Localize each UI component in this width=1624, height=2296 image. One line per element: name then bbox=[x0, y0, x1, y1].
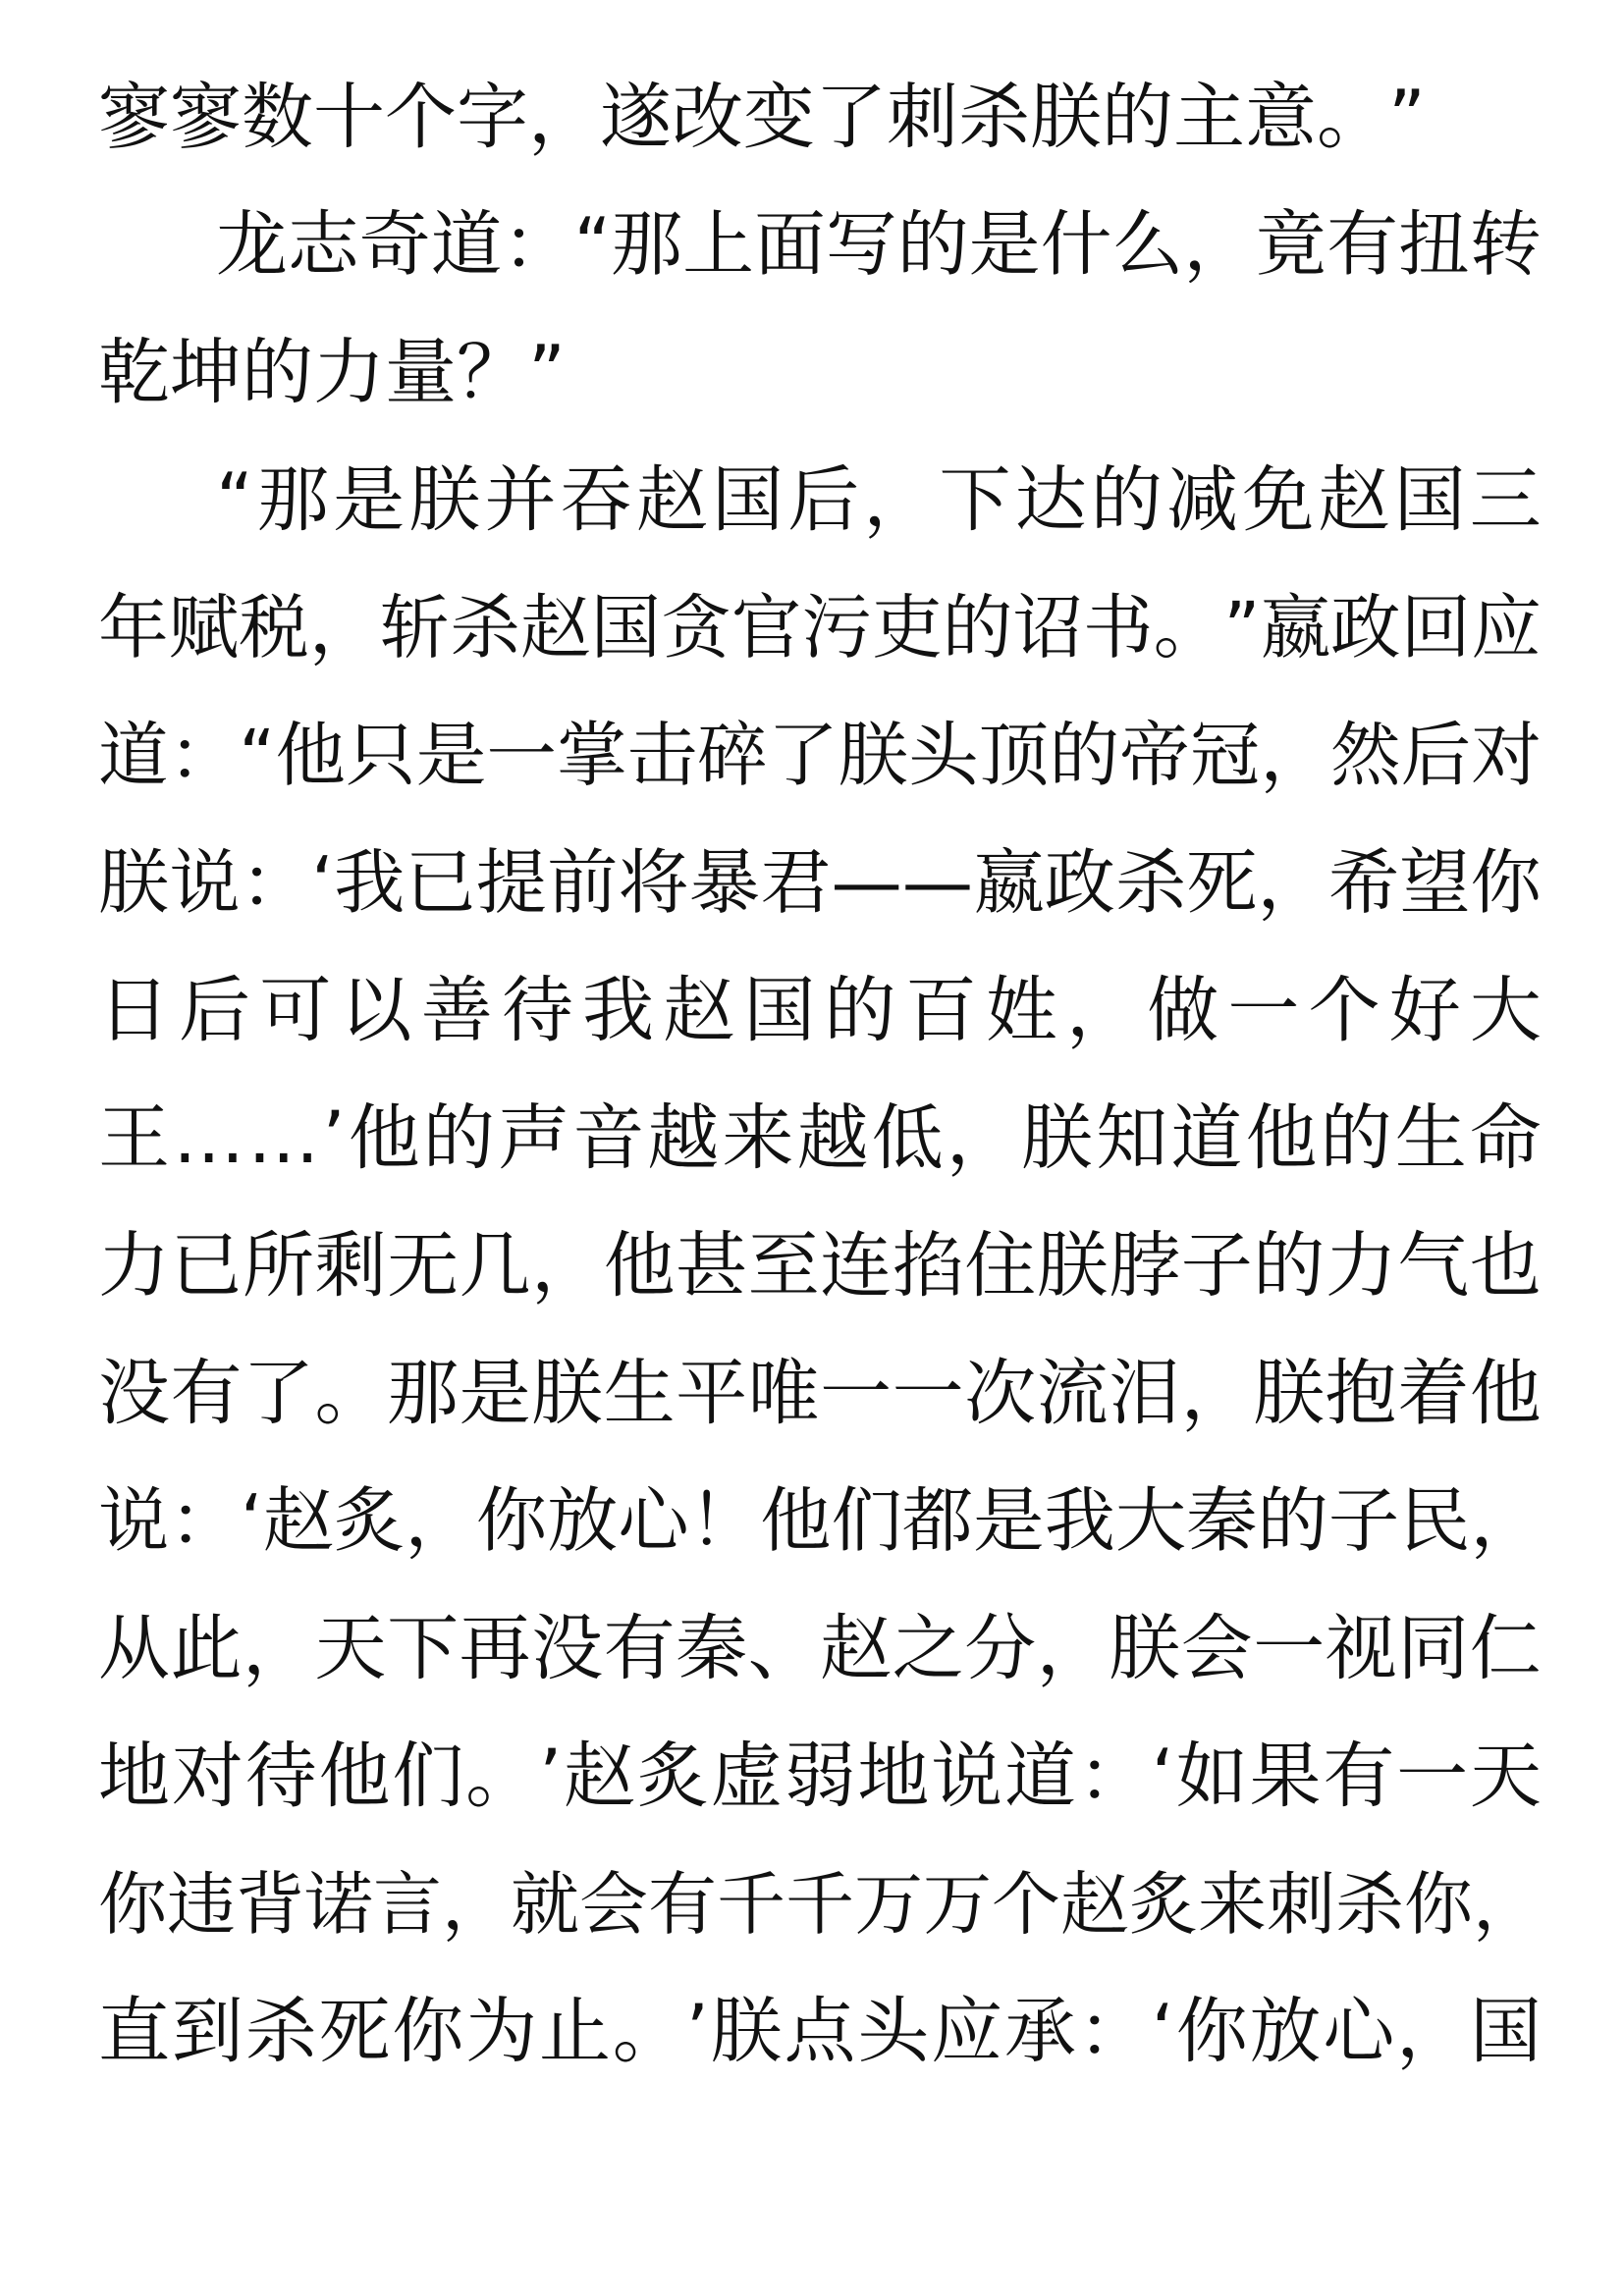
text-line-12: 说：‘赵炙，你放心！他们都是我大秦的子民， bbox=[98, 1480, 1542, 1563]
text-line-1: 寥寥数十个字，遂改变了刺杀朕的主意。” bbox=[98, 76, 1426, 159]
text-line-15: 你违背诺言，就会有千千万万个赵炙来刺杀你， bbox=[98, 1864, 1542, 1945]
text-line-7: 朕说：‘我已提前将暴君——嬴政杀死，希望你 bbox=[98, 842, 1542, 925]
text-line-3: 乾坤的力量？” bbox=[98, 331, 566, 414]
text-line-8: 日 后 可 以 善 待 我 赵 国 的 百 姓 ， 做 一 个 好 大 bbox=[98, 969, 1542, 1052]
text-line-16: 直到杀死你为止。’朕点头应承：‘你放心，国 bbox=[98, 1990, 1542, 2073]
text-line-13: 从此，天下再没有秦、赵之分，朕会一视同仁 bbox=[98, 1607, 1542, 1690]
text-line-9: 王……’他的声音越来越低，朕知道他的生命 bbox=[98, 1096, 1542, 1180]
text-line-2: 龙志奇道：“那上面写的是什么，竟有扭转 bbox=[216, 203, 1542, 287]
text-line-5: 年赋税，斩杀赵国贪官污吏的诏书。”嬴政回应 bbox=[98, 587, 1542, 668]
text-line-6: 道：“他只是一掌击碎了朕头顶的帝冠，然后对 bbox=[98, 715, 1542, 796]
text-line-4: “那是朕并吞赵国后，下达的减免赵国三 bbox=[216, 458, 1542, 542]
text-line-11: 没有了。那是朕生平唯一一次流泪，朕抱着他 bbox=[98, 1352, 1542, 1435]
text-line-10: 力已所剩无几，他甚至连掐住朕脖子的力气也 bbox=[98, 1224, 1542, 1308]
text-line-14: 地对待他们。’赵炙虚弱地说道：‘如果有一天 bbox=[98, 1735, 1542, 1818]
